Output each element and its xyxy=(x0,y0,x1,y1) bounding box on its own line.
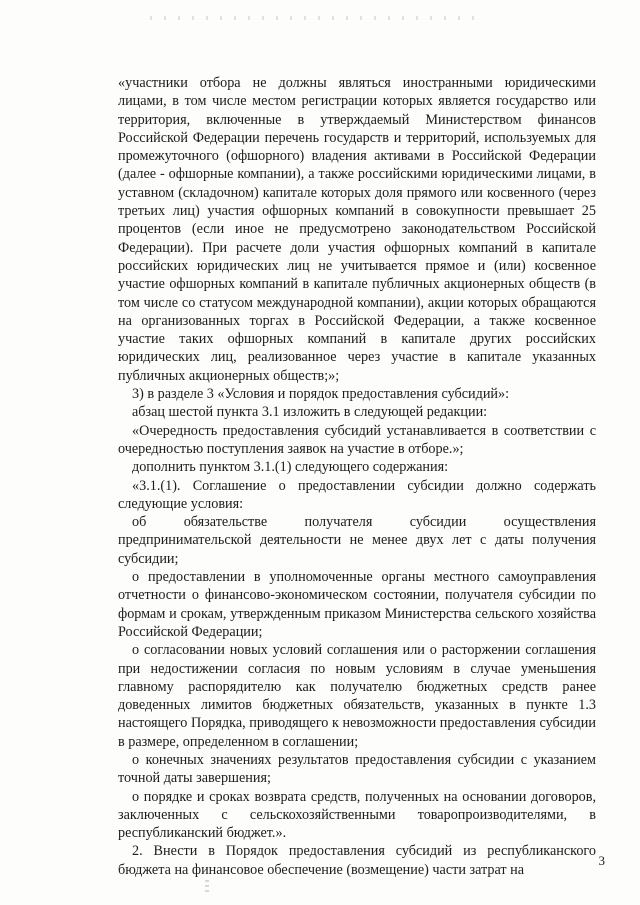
paragraph-ocherednost: «Очередность предоставления субсидий устанавливается в соответствии с очередностью поступления заявок на участие в отборе.»; xyxy=(118,422,596,457)
paragraph-condition-5: о порядке и сроках возврата средств, полученных на основании договоров, заключенных с сельскохозяйственными товаропроизводителями, в республиканский бюджет.». xyxy=(118,788,596,842)
scan-artifact-bottom xyxy=(205,880,209,894)
paragraph-section-3: 3) в разделе 3 «Условия и порядок предоставления субсидий»: xyxy=(132,386,510,403)
paragraph-dopolnit: дополнить пунктом 3.1.(1) следующего содержания: xyxy=(132,459,449,476)
paragraph-condition-1: об обязательстве получателя субсидии осуществления предпринимательской деятельности не менее двух лет с даты получения субсидии; xyxy=(118,514,596,567)
paragraph-condition-4: о конечных значениях результатов предоставления субсидии с указанием точной даты завершения; xyxy=(118,751,596,787)
body-text xyxy=(118,74,596,879)
scan-artifact-top xyxy=(150,16,480,20)
paragraph-condition-3: о согласовании новых условий соглашения или о расторжении соглашения при недостижении согласия по новым условиям в случае уменьшения главному распорядителю как получателю бюджетных средств ранее доведенных лимитов бюджетных обязательств, указанных в пункте 1.3 настоящего Порядка, приводящего к невозможности предоставления субсидии в размере, определенном в соглашении; xyxy=(118,642,596,750)
paragraph-3-1-1: «3.1.(1). Соглашение о предоставлении субсидии должно содержать следующие условия: xyxy=(118,477,596,512)
paragraph-item-2: 2. Внести в Порядок предоставления субсидий из республиканского бюджета на финансовое обеспечение (возмещение) части затрат на xyxy=(118,843,596,878)
paragraph-offshore-clause: «участники отбора не должны являться иностранными юридическими лицами, в том числе местом регистрации которых является государство или территория, включенные в утверждаемый Министерством финансов Российской Федерации перечень государств и территорий, используемых для промежуточного (офшорного) владения активами в Российской Федерации (далее - офшорные компании), а также российскими юридическими лицами, в уставном (складочном) капитале которых доля прямого или косвенного (через третьих лиц) участия офшорных компаний в совокупности превышает 25 процентов (если иное не предусмотрено законодательством Российской Федерации). При расчете доли участия офшорных компаний в капитале российских юридических лиц не учитывается прямое и (или) косвенное участие офшорных компаний в капитале публичных акционерных обществ (в том числе со статусом международной компании), акции которых обращаются на организованных торгах в Российской Федерации, а также косвенное участие таких офшорных компаний в капитале других российских юридических лиц, реализованное через участие в капитале указанных публичных акционерных обществ;»; xyxy=(118,75,596,384)
paragraph-abzac-6: абзац шестой пункта 3.1 изложить в следующей редакции: xyxy=(132,404,488,421)
paragraph-condition-2: о предоставлении в уполномоченные органы местного самоуправления отчетности о финансово-экономическом состоянии, получателя субсидии по формам и срокам, утвержденным приказом Министерства сельского хозяйства Российской Федерации; xyxy=(118,569,596,640)
page-number: 3 xyxy=(598,853,605,868)
